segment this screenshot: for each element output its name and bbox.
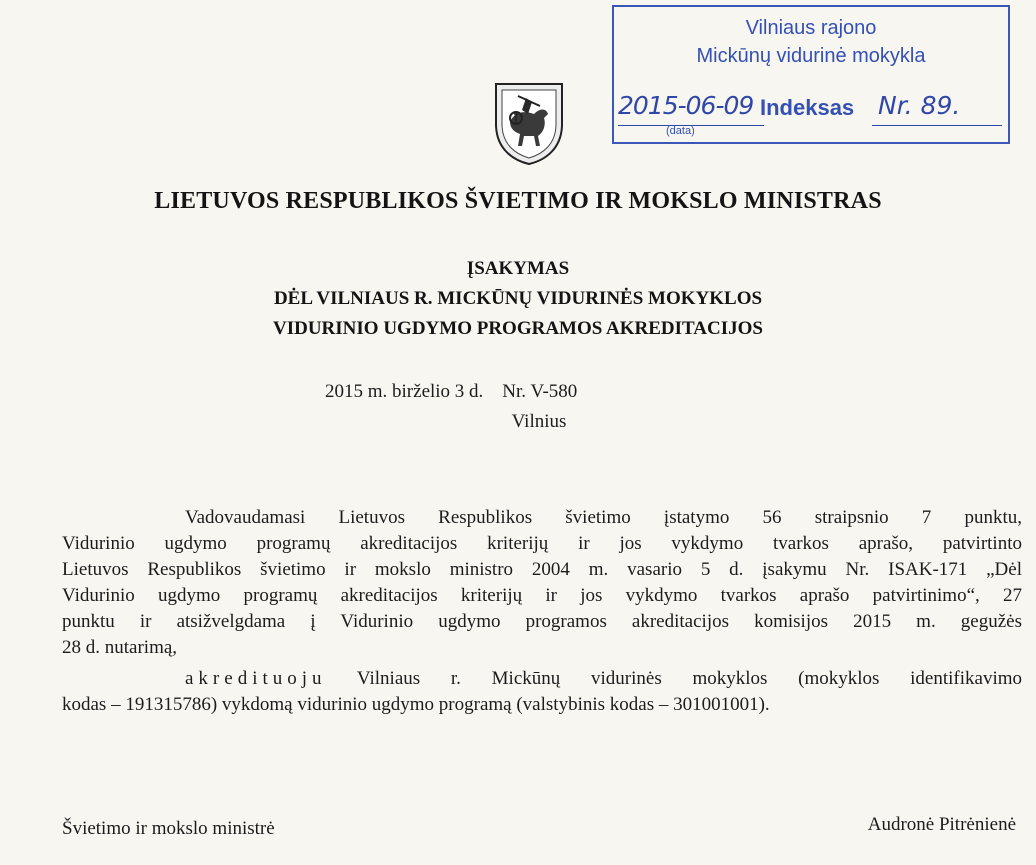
coat-of-arms-icon xyxy=(488,78,570,166)
stamp-index-underline xyxy=(872,125,1002,126)
stamp-index-label: Indeksas xyxy=(760,95,855,120)
stamp-date-value: 2015-06-09 xyxy=(618,91,754,120)
ministry-title: LIETUVOS RESPUBLIKOS ŠVIETIMO IR MOKSLO MINISTRAS xyxy=(154,188,882,214)
body-line-4: Vidurinio ugdymo programų akreditacijos kriterijų ir jos vykdymo tvarkos aprašo patvirtinimo“, 27 xyxy=(62,585,1022,606)
stamp-date-caption: (data) xyxy=(666,125,695,137)
order-place: Vilnius xyxy=(511,411,567,432)
registration-stamp xyxy=(612,5,1010,144)
signatory-title: Švietimo ir mokslo ministrė xyxy=(62,818,275,839)
order-title: ĮSAKYMAS xyxy=(466,258,570,279)
stamp-institution-line1: Vilniaus rajono xyxy=(745,17,877,39)
decision-line-2: kodas – 191315786) vykdomą vidurinio ugdymo programą (valstybinis kodas – 301001001). xyxy=(62,694,770,715)
stamp-index-value: Nr. 89. xyxy=(878,91,961,120)
decision-line-1 xyxy=(185,666,1022,692)
body-line-5: punktu ir atsižvelgdama į Vidurinio ugdymo programos akreditacijos komisijos 2015 m. gegužės xyxy=(62,611,1022,632)
stamp-institution-line2: Mickūnų vidurinė mokykla xyxy=(696,45,926,67)
body-line-1: Vadovaudamasi Lietuvos Respublikos švietimo įstatymo 56 straipsnio 7 punktu, xyxy=(185,507,1022,528)
order-subject-line1: DĖL VILNIAUS R. MICKŪNŲ VIDURINĖS MOKYKLOS xyxy=(273,288,763,309)
body-line-3: Lietuvos Respublikos švietimo ir mokslo ministro 2004 m. vasario 5 d. įsakymu Nr. ISAK-171 „Dėl xyxy=(62,559,1022,580)
body-line-6: 28 d. nutarimą, xyxy=(62,637,178,658)
body-line-2: Vidurinio ugdymo programų akreditacijos kriterijų ir jos vykdymo tvarkos aprašo, patvirtinto xyxy=(62,533,1022,554)
order-subject-line2: VIDURINIO UGDYMO PROGRAMOS AKREDITACIJOS xyxy=(273,318,763,339)
decision-verb: akredituoju xyxy=(185,668,327,689)
decision-rest: Vilniaus r. Mickūnų vidurinės mokyklos (mokyklos identifikavimo xyxy=(326,668,1022,689)
signatory-name: Audronė Pitrėnienė xyxy=(867,814,1016,835)
order-date-number: 2015 m. birželio 3 d. Nr. V-580 xyxy=(325,381,578,402)
